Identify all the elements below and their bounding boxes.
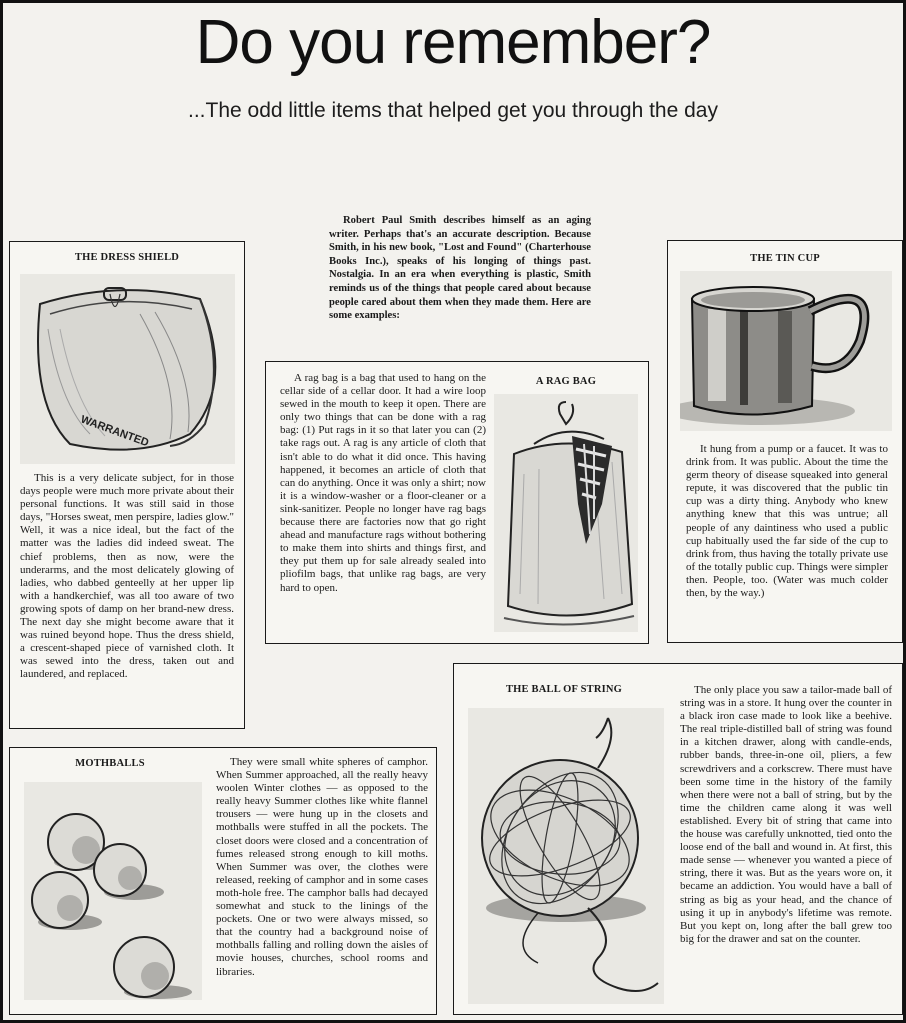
intro-paragraph: Robert Paul Smith describes himself as an aging writer. Perhaps that's an accurate description. Because Smith, in his new book, "Lost and Found" (Charterhouse Books Inc.), speaks of his longing of things past. Nostalgia. In an era when everything is plastic, Smith reminds us of the things that people cared about because people cared about them when they made them. Here are some examples: (329, 215, 591, 322)
mothballs-text: They were small white spheres of camphor. When Summer approached, all the really heavy woolen Winter clothes — as opposed to the really heavy Summer clothes like white flannel trousers — were hung up in the closets and mothballs were stuffed in all the pockets. The closet doors were closed and a concentration of fumes released strong enough to kill moths. When Summer was over, the clothes were released, reeking of camphor and in some cases moth-hole free. The camphor balls had decayed somewhat and stuck to the linings of the pockets. One or two were always missed, so that the country had a background noise of mothballs falling and rolling down the aisles of movie houses, churches, school rooms and libraries. (216, 756, 428, 978)
ball-of-string-section (453, 663, 903, 1015)
dress-shield-title: THE DRESS SHIELD (74, 252, 180, 263)
mothballs-title: MOTHBALLS (75, 758, 145, 769)
rag-bag-title: A RAG BAG (535, 376, 597, 387)
ball-of-string-title: THE BALL OF STRING (505, 684, 623, 695)
rag-bag-text: A rag bag is a bag that used to hang on the cellar side of a cellar door. It had a wire loop sewed in the mouth to keep it open. There are only two things that can be done with a rag bag: (1) Put rags in it so that later you can (2) take rags out. A rag is any article of cloth that isn't able to do what it did once. This having happened, it becomes an article of cloth that can do anything. Once it was only a shirt; now it is a window-washer or a floor-cleaner or a sink-sanitizer. People no longer have rag bags because there are factories now that go right ahead and manufacture rags without bothering to make them into shirts and things first, and they put them up for sale already sealed into pliofilm bags, that unlike rag bags, are very hard to open. (280, 372, 486, 594)
tin-cup-section (667, 240, 903, 643)
rag-bag-section (265, 361, 649, 644)
tin-cup-illustration (680, 271, 892, 431)
rag-bag-illustration (494, 394, 638, 632)
dress-shield-illustration (20, 274, 235, 464)
tin-cup-text: It hung from a pump or a faucet. It was to drink from. It was public. About the time the germ theory of disease squeaked into general repute, it was discovered that the public tin cup was a dirty thing. Anybody who knew anything knew that this was untrue; all people of any daintiness who used a public cup habitually used the far side of the cup to drink from, thus having the totally private use of the totally public cup. Things were simpler then. People, too. (Water was much colder then, by the way.) (686, 443, 888, 600)
mothballs-section (9, 747, 437, 1015)
headline: Do you remember? (195, 8, 711, 77)
dress-shield-text: This is a very delicate subject, for in those days people were much more private about their personal functions. It was still said in those days, "Horses sweat, men perspire, ladies glow." Well, it was a nice ideal, but the fact of the matter was the ladies did indeed sweat. The chief problems, then as now, were the underarms, and the most delicately glowing of ladies, who dabbed genteelly at her upper lip with a handkerchief, was all too aware of two growing spots of damp on her brand-new dress. The next day she might become aware that it was ruined beyond hope. Thus the dress shield, a crescent-shaped piece of varnished cloth. It was sewed into the dress, taken out and laundered, and replaced. (20, 472, 234, 681)
warranted-label: WARRANTED (78, 413, 151, 450)
ball-of-string-illustration (468, 708, 664, 1004)
tin-cup-title: THE TIN CUP (750, 253, 820, 264)
ball-of-string-text: The only place you saw a tailor-made ball of string was in a store. It hung over the counter in a black iron case made to look like a beehive. The real triple-distilled ball of string was found in a kitchen drawer, along with candle-ends, rubber bands, three-in-one oil, pliers, a few screwdrivers and a corkscrew. There must have been some time in the history of the family when there were not a ball of string, but by the time the children came along it was well established. Every bit of string that came into the house was carefully unknotted, tied onto the loose end of the ball and wound in. At first, this made sense — whenever you wanted a piece of string, there it was. But as the years wore on, it became an addiction. You would have a ball of string as big as your head, and the chance of using it up in anybody's lifetime was remote. But you kept on, long after the ball grew too big for the drawer and sat on the counter. (680, 684, 892, 945)
dress-shield-section (9, 241, 245, 729)
mothballs-illustration (24, 782, 202, 1000)
subheadline: ...The odd little items that helped get you through the day (187, 99, 718, 122)
